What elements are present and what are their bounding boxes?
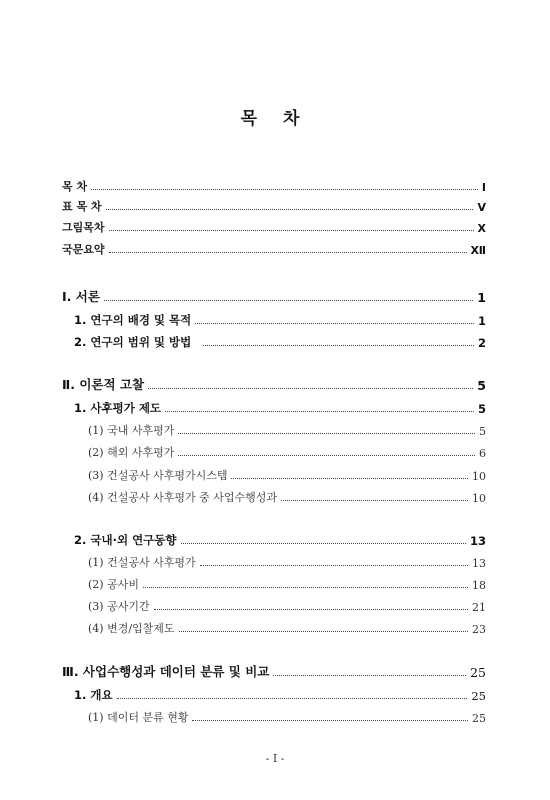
- leader-dots: [179, 631, 468, 632]
- leader-dots: [281, 500, 468, 501]
- toc-entry-subsection[interactable]: [0, 465, 550, 483]
- toc-entry-subsection[interactable]: [0, 618, 550, 636]
- toc-entry-subsection[interactable]: [0, 487, 550, 505]
- toc-entry-page: 5: [477, 378, 486, 393]
- toc-entry-label: (1) 건설공사 사후평가: [88, 556, 196, 569]
- toc-entry-figures[interactable]: [0, 217, 550, 235]
- toc-entry-page: 1: [477, 314, 486, 328]
- toc-entry-label: (4) 건설공사 사후평가 중 사업수행성과: [88, 491, 277, 504]
- toc-entry-page: 25: [471, 689, 486, 703]
- toc-entry-contents[interactable]: [0, 176, 550, 194]
- leader-dots: [106, 209, 474, 210]
- toc-entry-page: 10: [472, 470, 486, 483]
- toc-entry-label: (3) 공사기간: [88, 600, 150, 613]
- toc-entry-label: (3) 건설공사 사후평가시스템: [88, 469, 228, 482]
- toc-entry-label: 목 차: [62, 180, 88, 193]
- leader-dots: [195, 323, 474, 324]
- leader-dots: [178, 433, 475, 434]
- toc-entry-page: 6: [479, 447, 486, 460]
- toc-entry-subsection[interactable]: [0, 552, 550, 570]
- toc-entry-label: (4) 변경/입찰제도: [88, 622, 175, 635]
- toc-entry-subsection[interactable]: [0, 420, 550, 438]
- leader-dots: [192, 720, 468, 721]
- toc-entry-label: Ⅱ. 이론적 고찰: [62, 377, 145, 392]
- toc-entry-label: (2) 해외 사후평가: [88, 446, 175, 459]
- toc-entry-subsection[interactable]: [0, 596, 550, 614]
- toc-entry-chapter-1[interactable]: [0, 287, 550, 305]
- toc-entry-chapter-3[interactable]: [0, 662, 550, 680]
- toc-entry-page: 2: [477, 336, 486, 350]
- toc-entry-page: 10: [472, 492, 486, 505]
- toc-entry-label: 국문요약: [62, 243, 105, 256]
- toc-entry-page: Ⅻ: [470, 244, 486, 257]
- toc-entry-page: 23: [472, 623, 486, 636]
- leader-dots: [109, 230, 474, 231]
- toc-entry-page: 5: [477, 402, 486, 416]
- toc-entry-section-1-1[interactable]: [0, 310, 550, 328]
- toc-entry-page: 18: [472, 579, 486, 592]
- toc-entry-page: Ⅰ: [481, 181, 486, 194]
- toc-entry-label: 그림목차: [62, 221, 105, 234]
- toc-entry-label: Ⅰ. 서론: [62, 289, 100, 304]
- leader-dots: [273, 675, 466, 676]
- toc-entry-label: 1. 사후평가 제도: [74, 401, 162, 415]
- leader-dots: [104, 300, 473, 301]
- toc-entry-label: (1) 데이터 분류 현황: [88, 711, 189, 724]
- toc-entry-subsection[interactable]: [0, 707, 550, 725]
- toc-entry-page: 25: [472, 712, 486, 725]
- leader-dots: [117, 698, 468, 699]
- toc-entry-chapter-2[interactable]: [0, 375, 550, 393]
- toc-entry-section-2-2[interactable]: [0, 530, 550, 548]
- toc-entry-label: (1) 국내 사후평가: [88, 424, 175, 437]
- toc-entry-label: (2) 공사비: [88, 578, 139, 591]
- toc-entry-label: Ⅲ. 사업수행성과 데이터 분류 및 비교: [62, 664, 270, 679]
- toc-entry-section-1-2[interactable]: [0, 332, 550, 350]
- toc-entry-page: 1: [477, 290, 486, 305]
- leader-dots: [181, 543, 466, 544]
- leader-dots: [143, 587, 468, 588]
- toc-entry-section-2-1[interactable]: [0, 398, 550, 416]
- toc-entry-label: 1. 연구의 배경 및 목적: [74, 313, 192, 327]
- leader-dots: [231, 478, 468, 479]
- toc-entry-page: Ⅴ: [477, 201, 486, 214]
- leader-dots: [200, 565, 468, 566]
- toc-entry-page: 5: [479, 425, 486, 438]
- toc-entry-page: 13: [469, 534, 486, 548]
- toc-entry-page: 13: [472, 557, 486, 570]
- toc-entry-page: 25: [470, 665, 486, 680]
- toc-entry-subsection[interactable]: [0, 574, 550, 592]
- toc-entry-label: 2. 연구의 범위 및 방법: [74, 335, 192, 349]
- toc-entry-tables[interactable]: [0, 196, 550, 214]
- toc-entry-abstract[interactable]: [0, 239, 550, 257]
- leader-dots: [91, 189, 478, 190]
- toc-entry-page: Ⅹ: [477, 222, 486, 235]
- toc-entry-label: 표 목 차: [62, 200, 102, 213]
- leader-dots: [203, 345, 474, 346]
- leader-dots: [178, 455, 475, 456]
- leader-dots: [165, 411, 474, 412]
- toc-entry-label: 2. 국내·외 연구동향: [74, 533, 177, 547]
- toc-entry-section-3-1[interactable]: [0, 685, 550, 703]
- leader-dots: [148, 388, 473, 389]
- leader-dots: [154, 609, 468, 610]
- page-title: 목 차: [240, 109, 310, 129]
- toc-entry-label: 1. 개요: [74, 688, 113, 702]
- page-number-footer: - I -: [265, 752, 285, 765]
- toc-entry-subsection[interactable]: [0, 442, 550, 460]
- toc-entry-page: 21: [472, 601, 486, 614]
- leader-dots: [109, 252, 467, 253]
